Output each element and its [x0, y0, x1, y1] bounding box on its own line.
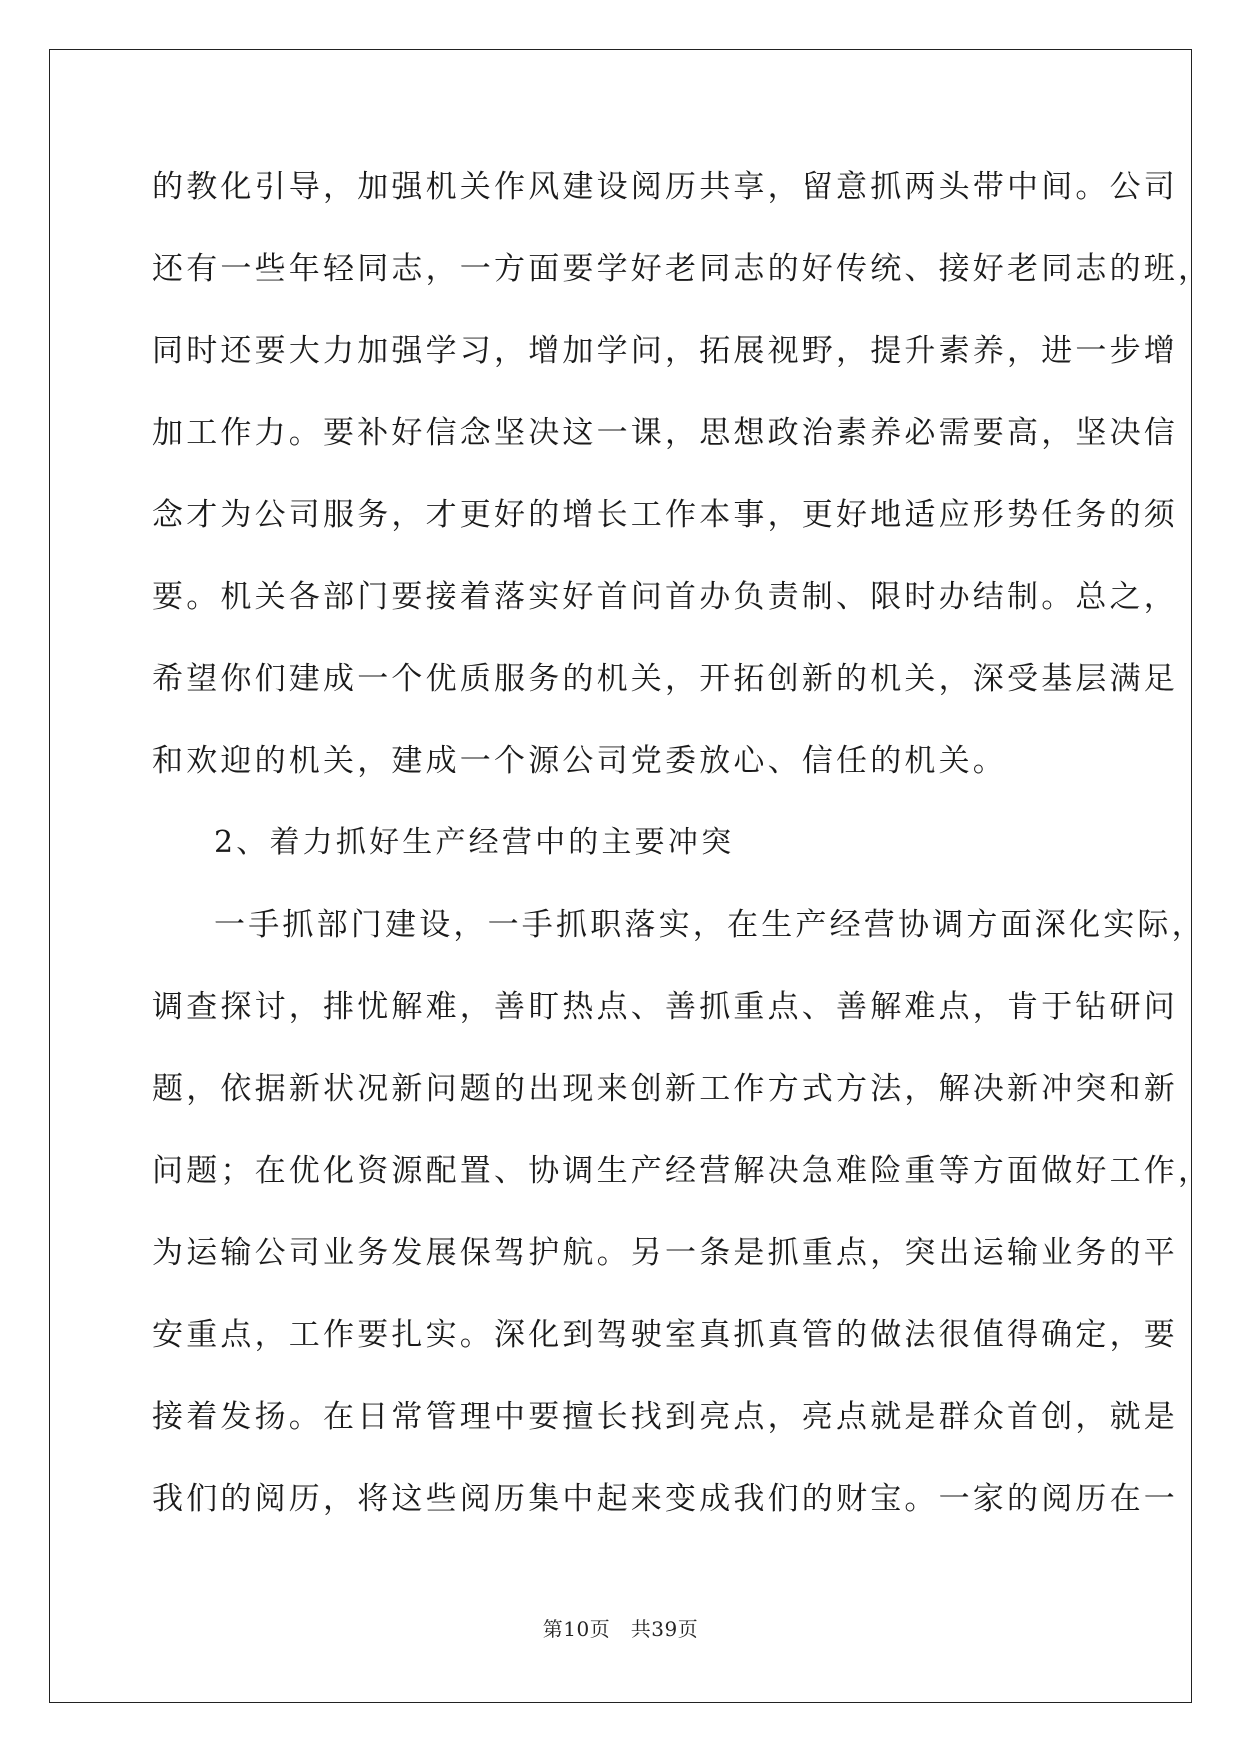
paragraph-first-line: 一手抓部门建设，一手抓职落实，在生产经营协调方面深化实际，: [214, 907, 1206, 943]
body-line: 调查探讨，排忧解难，善盯热点、善抓重点、善解难点，肯于钻研问: [152, 989, 1178, 1025]
document-body: [152, 162, 1213, 1556]
section-heading: 2、着力抓好生产经营中的主要冲突: [214, 825, 735, 860]
body-line: 希望你们建成一个优质服务的机关，开拓创新的机关，深受基层满足: [152, 661, 1178, 697]
body-line: 和欢迎的机关，建成一个源公司党委放心、信任的机关。: [152, 743, 1007, 779]
body-line: 我们的阅历，将这些阅历集中起来变成我们的财宝。一家的阅历在一: [152, 1481, 1178, 1517]
body-line: 念才为公司服务，才更好的增长工作本事，更好地适应形势任务的须: [152, 497, 1178, 533]
body-line: 接着发扬。在日常管理中要擅长找到亮点，亮点就是群众首创，就是: [152, 1399, 1178, 1435]
body-line: 问题；在优化资源配置、协调生产经营解决急难险重等方面做好工作，: [152, 1153, 1213, 1189]
page-number: 第10页 共39页: [542, 1617, 699, 1641]
body-line: 安重点，工作要扎实。深化到驾驶室真抓真管的做法很值得确定，要: [152, 1317, 1178, 1353]
body-line: 同时还要大力加强学习，增加学问，拓展视野，提升素养，进一步增: [152, 333, 1178, 369]
body-line: 题，依据新状况新问题的出现来创新工作方式方法，解决新冲突和新: [152, 1071, 1178, 1107]
body-line: 还有一些年轻同志，一方面要学好老同志的好传统、接好老同志的班，: [152, 251, 1213, 287]
body-line: 要。机关各部门要接着落实好首问首办负责制、限时办结制。总之，: [152, 579, 1178, 615]
body-line: 为运输公司业务发展保驾护航。另一条是抓重点，突出运输业务的平: [152, 1235, 1178, 1271]
body-line: 的教化引导，加强机关作风建设阅历共享，留意抓两头带中间。公司: [152, 169, 1178, 205]
body-line: 加工作力。要补好信念坚决这一课，思想政治素养必需要高，坚决信: [152, 415, 1178, 451]
